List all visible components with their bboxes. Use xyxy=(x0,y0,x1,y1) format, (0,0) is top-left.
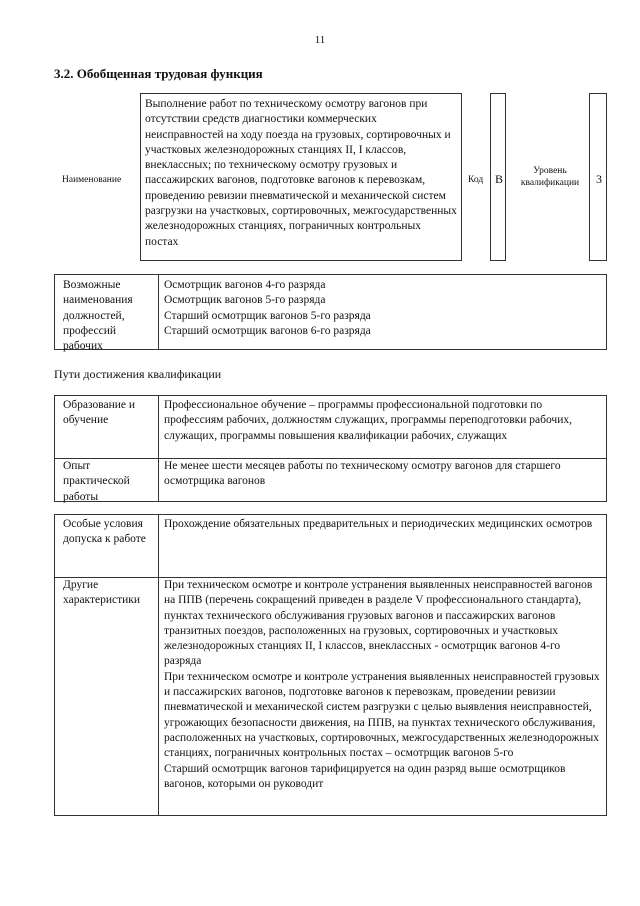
experience-label: Опыт практической работы xyxy=(63,460,130,503)
other-paragraph: Старший осмотрщик вагонов тарифицируется на один разряд выше осмотрщиков вагонов, которыми он руководит xyxy=(164,762,566,790)
other-value xyxy=(164,578,600,792)
code-label: Код xyxy=(468,175,484,185)
special-conditions-label: Особые условия допуска к работе xyxy=(63,518,146,546)
other-paragraph: При техническом осмотре и контроле устранения выявленных неисправностей грузовых и пассажирских вагонов, подготовке вагонов к перевозкам, проведении ревизии пневматической и механической систем разгрузки с целью выявления неисправностей, угрожающих безопасности движения, на ППВ, на пунктах технического обслуживания, расположенных на участковых, сортировочных, межгосударственных железнодорожных станциях, пограничных контрольных постах – осмотрщик вагонов 5-го xyxy=(164,670,600,760)
other-label: Другие характеристики xyxy=(63,579,141,607)
education-table xyxy=(54,395,607,502)
code-value: B xyxy=(494,172,503,186)
positions-list xyxy=(164,278,600,339)
name-label: Наименование xyxy=(62,175,122,185)
position-item: Осмотрщик вагонов 4-го разряда xyxy=(164,279,326,291)
column-divider xyxy=(158,275,159,349)
code-value-cell xyxy=(490,93,506,261)
section-title: 3.2. Обобщенная трудовая функция xyxy=(54,66,263,81)
page-number: 11 xyxy=(314,34,326,46)
paths-title: Пути достижения квалификации xyxy=(54,367,222,381)
education-label: Образование и обучение xyxy=(63,399,136,427)
experience-value: Не менее шести месяцев работы по техническому осмотру вагонов для старшего осмотрщика вагонов xyxy=(164,460,561,488)
position-item: Осмотрщик вагонов 5-го разряда xyxy=(164,294,326,307)
positions-table xyxy=(54,274,607,353)
other-paragraph: При техническом осмотре и контроле устранения выявленных неисправностей вагонов на ППВ (перечень сокращений приведен в разделе V профессионального стандарта), пунктах технического обслуживания грузовых вагонов и пассажирских вагонов транзитных поездов, расположенных на грузовых, сортировочных и участковых железнодорожных станциях II, I классов, внеклассных - осмотрщик вагонов 4-го разряда xyxy=(164,579,593,668)
position-item: Старший осмотрщик вагонов 6-го разряда xyxy=(164,324,371,337)
function-name-cell: Выполнение работ по техническому осмотру вагонов при отсутствии средств диагностики коммерческих неисправностей на ходу поезда на грузовых, сортировочных и участковых железнодорожных станциях II, I классов, внеклассных; по техническому осмотру грузовых и пассажирских вагонов, подготовке вагонов к перевозкам, проведению ревизии пневматической и механической систем разгрузки на участковых, сортировочных, межгосударственных железнодорожных станциях, пограничных контрольных постах xyxy=(140,93,462,261)
qualification-level-label: Уровень квалификации xyxy=(520,166,580,188)
column-divider xyxy=(158,515,159,815)
qualification-level-cell xyxy=(589,93,607,261)
qualification-level-value: 3 xyxy=(596,172,602,186)
column-divider xyxy=(158,396,159,501)
education-value: Профессиональное обучение – программы профессиональной подготовки по профессиям рабочих, должностям служащих, программы переподготовки рабочих, служащих, программы повышения квалификации рабочих, служащих xyxy=(164,399,572,442)
position-item: Старший осмотрщик вагонов 5-го разряда xyxy=(164,309,371,322)
positions-label: Возможные наименования должностей, профессий рабочих xyxy=(63,279,133,353)
special-conditions-value: Прохождение обязательных предварительных и периодических медицинских осмотров xyxy=(164,518,593,530)
conditions-table xyxy=(54,514,607,816)
